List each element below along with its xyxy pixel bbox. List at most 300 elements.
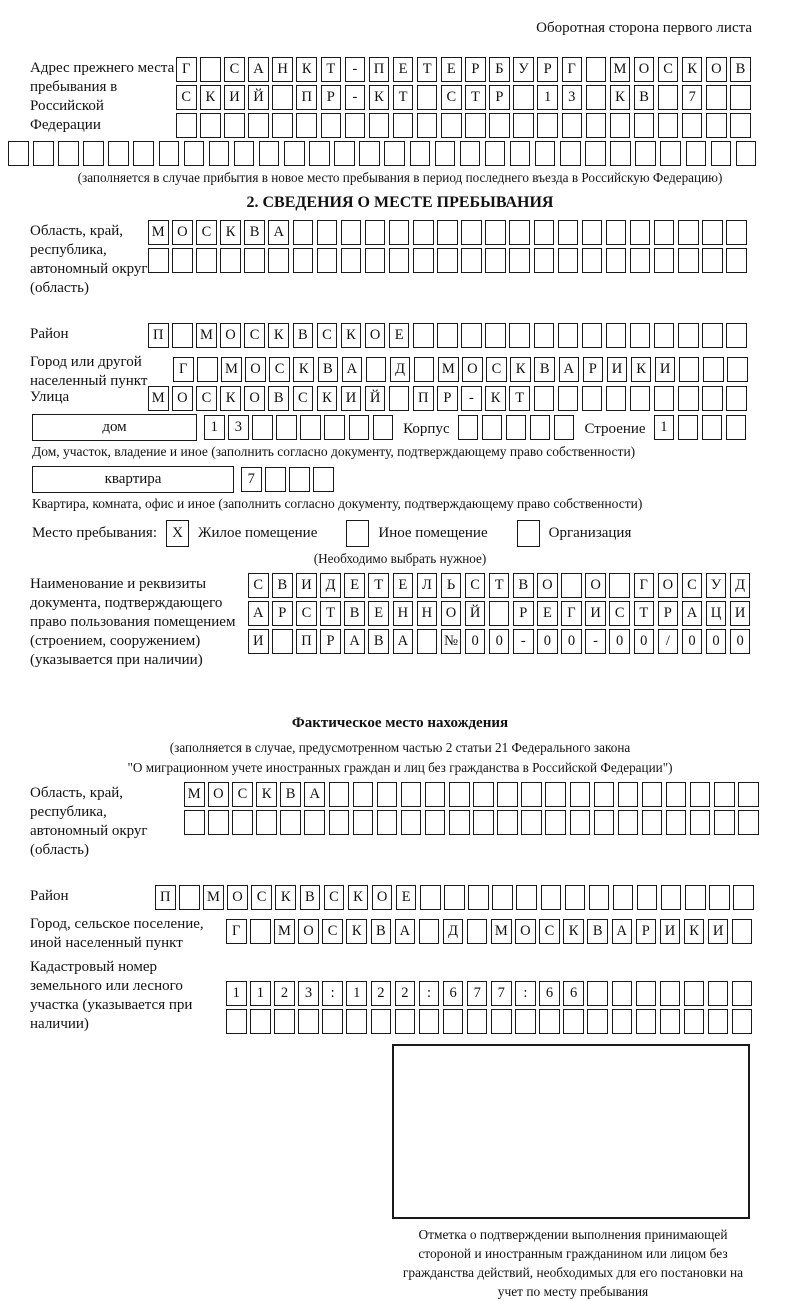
- char-cell: [594, 810, 615, 835]
- char-cell: [298, 1009, 319, 1034]
- char-cell: [252, 415, 273, 440]
- char-cell: Р: [321, 85, 342, 110]
- char-cell: [654, 248, 675, 273]
- char-cell: С: [232, 782, 253, 807]
- stamp-box: [392, 1044, 750, 1219]
- char-cell: [541, 885, 562, 910]
- char-cell: [489, 601, 510, 626]
- char-cell: [738, 782, 759, 807]
- house-note: Дом, участок, владение и иное (заполнить согласно документу, подтверждающему право собственности): [32, 444, 636, 459]
- char-cell: П: [155, 885, 176, 910]
- char-cell: [642, 810, 663, 835]
- char-cell: [317, 248, 338, 273]
- char-cell: Г: [561, 601, 582, 626]
- street-block: [30, 386, 770, 411]
- char-cell: [377, 810, 398, 835]
- char-cell: [250, 919, 271, 944]
- char-row: [458, 415, 575, 440]
- char-cell: [272, 113, 293, 138]
- char-cell: К: [317, 386, 338, 411]
- char-cell: К: [682, 57, 703, 82]
- char-cell: 2: [274, 981, 295, 1006]
- char-cell: [706, 113, 727, 138]
- char-cell: [108, 141, 129, 166]
- char-cell: [420, 885, 441, 910]
- char-cell: [458, 415, 479, 440]
- char-cell: [485, 248, 506, 273]
- char-cell: 3: [562, 85, 583, 110]
- char-cell: /: [658, 629, 679, 654]
- char-cell: И: [730, 601, 751, 626]
- char-cell: [609, 573, 630, 598]
- char-cell: [449, 810, 470, 835]
- char-cell: [33, 141, 54, 166]
- prev-address-label: Адрес прежнего места пребывания в Российской Федерации: [30, 60, 175, 133]
- stay-type-option-residential: Жилое помещение: [198, 525, 318, 541]
- char-cell: Р: [272, 601, 293, 626]
- char-cell: С: [486, 357, 507, 382]
- char-row: [173, 357, 748, 382]
- char-cell: [658, 85, 679, 110]
- char-cell: К: [346, 919, 367, 944]
- region-label: Область, край, республика, автономный округ (область): [30, 223, 148, 296]
- char-cell: [636, 1009, 657, 1034]
- char-cell: Т: [509, 386, 530, 411]
- char-cell: №: [441, 629, 462, 654]
- char-cell: [654, 323, 675, 348]
- char-cell: [660, 141, 681, 166]
- char-cell: [606, 220, 627, 245]
- char-cell: -: [345, 57, 366, 82]
- char-cell: [630, 386, 651, 411]
- char-cell: [630, 248, 651, 273]
- char-cell: [730, 113, 751, 138]
- char-cell: Т: [320, 601, 341, 626]
- char-row: [148, 386, 747, 411]
- char-cell: Д: [320, 573, 341, 598]
- char-cell: [304, 810, 325, 835]
- section2-title: 2. СВЕДЕНИЯ О МЕСТЕ ПРЕБЫВАНИЯ: [246, 194, 554, 211]
- char-cell: [570, 782, 591, 807]
- char-cell: С: [196, 386, 217, 411]
- char-cell: [516, 885, 537, 910]
- char-cell: 6: [443, 981, 464, 1006]
- char-cell: [293, 248, 314, 273]
- actual-district-label: Район: [30, 888, 69, 904]
- stay-type-checkbox-organization: [517, 520, 540, 547]
- char-cell: [506, 415, 527, 440]
- char-cell: С: [176, 85, 197, 110]
- char-cell: С: [441, 85, 462, 110]
- char-cell: [539, 1009, 560, 1034]
- cadastre-block: [30, 956, 770, 1034]
- actual-city-label: Город, сельское поселение, иной населенный пункт: [30, 916, 204, 951]
- char-cell: [678, 386, 699, 411]
- char-cell: О: [220, 323, 241, 348]
- stay-type-option-organization: Организация: [548, 525, 632, 541]
- char-cell: [678, 220, 699, 245]
- char-cell: Е: [368, 601, 389, 626]
- char-row: [155, 885, 754, 910]
- char-cell: С: [317, 323, 338, 348]
- document-cells: [248, 573, 750, 654]
- char-cell: -: [461, 386, 482, 411]
- char-cell: [58, 141, 79, 166]
- document-block: [30, 573, 770, 670]
- char-cell: [586, 57, 607, 82]
- char-cell: [586, 113, 607, 138]
- char-cell: М: [196, 323, 217, 348]
- char-cell: [196, 248, 217, 273]
- char-cell: [534, 220, 555, 245]
- flat-label-box: квартира: [32, 466, 234, 493]
- char-row: [226, 919, 752, 944]
- char-cell: О: [634, 57, 655, 82]
- char-cell: 6: [563, 981, 584, 1006]
- char-cell: М: [610, 57, 631, 82]
- char-row: [226, 981, 752, 1006]
- char-cell: [582, 220, 603, 245]
- char-cell: [497, 810, 518, 835]
- char-cell: [321, 113, 342, 138]
- char-cell: [726, 386, 747, 411]
- char-cell: [184, 141, 205, 166]
- char-cell: [642, 782, 663, 807]
- char-cell: [341, 248, 362, 273]
- char-row: [226, 1009, 752, 1034]
- char-cell: [654, 220, 675, 245]
- house-label-box: дом: [32, 414, 197, 441]
- char-cell: П: [413, 386, 434, 411]
- char-cell: В: [634, 85, 655, 110]
- prev-address-block: [30, 57, 770, 138]
- char-cell: О: [245, 357, 266, 382]
- char-cell: В: [534, 357, 555, 382]
- char-cell: М: [221, 357, 242, 382]
- char-cell: Т: [465, 85, 486, 110]
- char-cell: [401, 782, 422, 807]
- char-cell: К: [268, 323, 289, 348]
- char-cell: [232, 810, 253, 835]
- char-cell: [468, 885, 489, 910]
- char-cell: [535, 141, 556, 166]
- char-row: [148, 248, 747, 273]
- char-cell: [636, 981, 657, 1006]
- char-cell: С: [244, 323, 265, 348]
- char-cell: [594, 782, 615, 807]
- char-cell: Д: [443, 919, 464, 944]
- char-cell: [726, 415, 747, 440]
- char-cell: Е: [393, 57, 414, 82]
- char-cell: [419, 1009, 440, 1034]
- char-cell: 0: [561, 629, 582, 654]
- char-cell: [606, 386, 627, 411]
- char-cell: :: [419, 981, 440, 1006]
- char-cell: [8, 141, 29, 166]
- char-cell: [345, 113, 366, 138]
- char-cell: Д: [390, 357, 411, 382]
- char-cell: [159, 141, 180, 166]
- actual-district-block: [30, 885, 770, 910]
- flat-note: Квартира, комната, офис и иное (заполнить согласно документу, подтверждающему право собственности): [32, 496, 643, 511]
- char-cell: [467, 919, 488, 944]
- char-cell: [329, 810, 350, 835]
- char-cell: [545, 782, 566, 807]
- char-cell: Н: [272, 57, 293, 82]
- char-cell: [530, 415, 551, 440]
- char-cell: У: [513, 57, 534, 82]
- char-cell: [296, 113, 317, 138]
- char-cell: [322, 1009, 343, 1034]
- char-cell: В: [368, 629, 389, 654]
- char-cell: [509, 323, 530, 348]
- char-cell: [630, 220, 651, 245]
- char-cell: [545, 810, 566, 835]
- char-cell: [521, 810, 542, 835]
- char-row: [8, 141, 756, 166]
- char-cell: [560, 141, 581, 166]
- char-cell: [389, 386, 410, 411]
- char-cell: А: [559, 357, 580, 382]
- char-cell: Д: [730, 573, 751, 598]
- char-cell: [682, 113, 703, 138]
- char-cell: Н: [393, 601, 414, 626]
- char-cell: [618, 810, 639, 835]
- actual-region-cells: [184, 782, 759, 835]
- char-cell: [334, 141, 355, 166]
- document-label: Наименование и реквизиты документа, подтверждающего право пользования помещением (строением, сооружением) (указывается при наличии): [30, 576, 236, 668]
- char-cell: [293, 220, 314, 245]
- char-cell: М: [184, 782, 205, 807]
- char-cell: В: [272, 573, 293, 598]
- char-cell: [686, 141, 707, 166]
- char-cell: И: [708, 919, 729, 944]
- char-cell: [220, 248, 241, 273]
- char-cell: [317, 220, 338, 245]
- char-cell: [702, 323, 723, 348]
- char-cell: [197, 357, 218, 382]
- char-row: [248, 573, 750, 598]
- char-cell: Й: [248, 85, 269, 110]
- char-cell: [300, 415, 321, 440]
- char-cell: К: [341, 323, 362, 348]
- prev-address-note: (заполняется в случае прибытия в новое место пребывания в период последнего въезда в Российскую Федерацию): [77, 170, 723, 185]
- char-cell: В: [280, 782, 301, 807]
- char-cell: [558, 248, 579, 273]
- char-cell: К: [610, 85, 631, 110]
- char-cell: :: [515, 981, 536, 1006]
- char-cell: [726, 323, 747, 348]
- char-cell: [678, 323, 699, 348]
- char-row: [654, 415, 747, 440]
- char-cell: Е: [537, 601, 558, 626]
- char-cell: К: [485, 386, 506, 411]
- char-cell: И: [655, 357, 676, 382]
- char-cell: [714, 782, 735, 807]
- char-cell: [558, 323, 579, 348]
- char-cell: [244, 248, 265, 273]
- char-cell: 1: [537, 85, 558, 110]
- char-cell: [365, 220, 386, 245]
- char-cell: 2: [395, 981, 416, 1006]
- char-cell: Е: [344, 573, 365, 598]
- char-cell: 1: [346, 981, 367, 1006]
- char-cell: [706, 85, 727, 110]
- char-cell: [738, 810, 759, 835]
- char-cell: В: [587, 919, 608, 944]
- char-cell: С: [251, 885, 272, 910]
- char-cell: О: [298, 919, 319, 944]
- stamp-caption: Отметка о подтверждении выполнения принимающей стороной и иностранным гражданином или лицом без гражданства действий, необходимых для его постановки на учет по месту пребывания: [402, 1227, 744, 1299]
- sheet-side-note: Оборотная сторона первого листа: [536, 20, 752, 36]
- char-cell: [610, 113, 631, 138]
- char-cell: Б: [489, 57, 510, 82]
- char-cell: [690, 810, 711, 835]
- char-cell: -: [345, 85, 366, 110]
- char-cell: [272, 629, 293, 654]
- char-cell: Р: [583, 357, 604, 382]
- char-cell: Р: [437, 386, 458, 411]
- char-cell: [83, 141, 104, 166]
- char-cell: С: [248, 573, 269, 598]
- char-cell: Е: [393, 573, 414, 598]
- char-cell: [133, 141, 154, 166]
- char-cell: О: [462, 357, 483, 382]
- char-cell: М: [203, 885, 224, 910]
- char-cell: [736, 141, 757, 166]
- char-cell: [612, 981, 633, 1006]
- char-cell: [441, 113, 462, 138]
- char-cell: [582, 323, 603, 348]
- char-cell: [582, 386, 603, 411]
- char-cell: [289, 467, 310, 492]
- char-cell: [534, 386, 555, 411]
- char-cell: [272, 85, 293, 110]
- char-cell: Р: [658, 601, 679, 626]
- char-cell: [482, 415, 503, 440]
- char-cell: [473, 810, 494, 835]
- char-cell: [714, 810, 735, 835]
- char-cell: [184, 810, 205, 835]
- char-cell: [561, 573, 582, 598]
- char-cell: С: [609, 601, 630, 626]
- street-label: Улица: [30, 389, 70, 405]
- char-cell: Ь: [441, 573, 462, 598]
- char-cell: О: [515, 919, 536, 944]
- char-cell: [654, 386, 675, 411]
- char-cell: [635, 141, 656, 166]
- char-cell: Р: [636, 919, 657, 944]
- char-cell: О: [365, 323, 386, 348]
- char-cell: [732, 919, 753, 944]
- char-cell: [413, 220, 434, 245]
- char-cell: Р: [513, 601, 534, 626]
- char-cell: К: [348, 885, 369, 910]
- char-cell: [485, 323, 506, 348]
- char-cell: И: [296, 573, 317, 598]
- char-cell: С: [269, 357, 290, 382]
- char-cell: Т: [321, 57, 342, 82]
- char-cell: 7: [467, 981, 488, 1006]
- char-cell: О: [537, 573, 558, 598]
- char-row: [184, 782, 759, 807]
- char-cell: [280, 810, 301, 835]
- char-cell: А: [682, 601, 703, 626]
- char-cell: К: [631, 357, 652, 382]
- char-cell: О: [706, 57, 727, 82]
- char-cell: О: [585, 573, 606, 598]
- char-cell: С: [465, 573, 486, 598]
- char-row: [176, 57, 751, 82]
- char-cell: [417, 85, 438, 110]
- char-cell: [176, 113, 197, 138]
- char-row: [176, 113, 751, 138]
- char-cell: [690, 782, 711, 807]
- char-row: [241, 467, 334, 492]
- char-cell: [509, 220, 530, 245]
- char-cell: К: [200, 85, 221, 110]
- char-cell: [562, 113, 583, 138]
- char-cell: [268, 248, 289, 273]
- char-cell: О: [244, 386, 265, 411]
- char-cell: М: [148, 386, 169, 411]
- char-cell: [324, 415, 345, 440]
- district-block: [30, 323, 770, 348]
- char-cell: [200, 57, 221, 82]
- char-cell: К: [369, 85, 390, 110]
- char-cell: А: [344, 629, 365, 654]
- char-cell: [534, 248, 555, 273]
- char-row: [148, 323, 747, 348]
- char-cell: Е: [396, 885, 417, 910]
- char-cell: [410, 141, 431, 166]
- char-cell: [265, 467, 286, 492]
- char-cell: С: [324, 885, 345, 910]
- char-cell: [461, 220, 482, 245]
- char-cell: С: [322, 919, 343, 944]
- char-cell: [413, 323, 434, 348]
- char-cell: [678, 248, 699, 273]
- char-cell: С: [682, 573, 703, 598]
- actual-city-block: [30, 913, 770, 953]
- char-cell: [515, 1009, 536, 1034]
- region-block: [30, 220, 770, 298]
- char-cell: 7: [491, 981, 512, 1006]
- char-cell: [443, 1009, 464, 1034]
- char-cell: 0: [489, 629, 510, 654]
- char-cell: 0: [609, 629, 630, 654]
- char-cell: Г: [562, 57, 583, 82]
- char-cell: [419, 919, 440, 944]
- actual-region-block: [30, 782, 770, 860]
- char-cell: [730, 85, 751, 110]
- char-cell: [274, 1009, 295, 1034]
- char-cell: [435, 141, 456, 166]
- char-cell: К: [293, 357, 314, 382]
- stay-type-label: Место пребывания:: [32, 525, 157, 541]
- char-cell: [460, 141, 481, 166]
- actual-region-label: Область, край, республика, автономный округ (область): [30, 785, 148, 858]
- char-cell: [727, 357, 748, 382]
- prev-address-cells: [176, 57, 751, 138]
- actual-location-title: Фактическое место нахождения: [291, 715, 509, 731]
- char-cell: К: [296, 57, 317, 82]
- char-cell: И: [607, 357, 628, 382]
- char-cell: И: [248, 629, 269, 654]
- char-cell: Р: [489, 85, 510, 110]
- char-cell: И: [585, 601, 606, 626]
- char-cell: [425, 782, 446, 807]
